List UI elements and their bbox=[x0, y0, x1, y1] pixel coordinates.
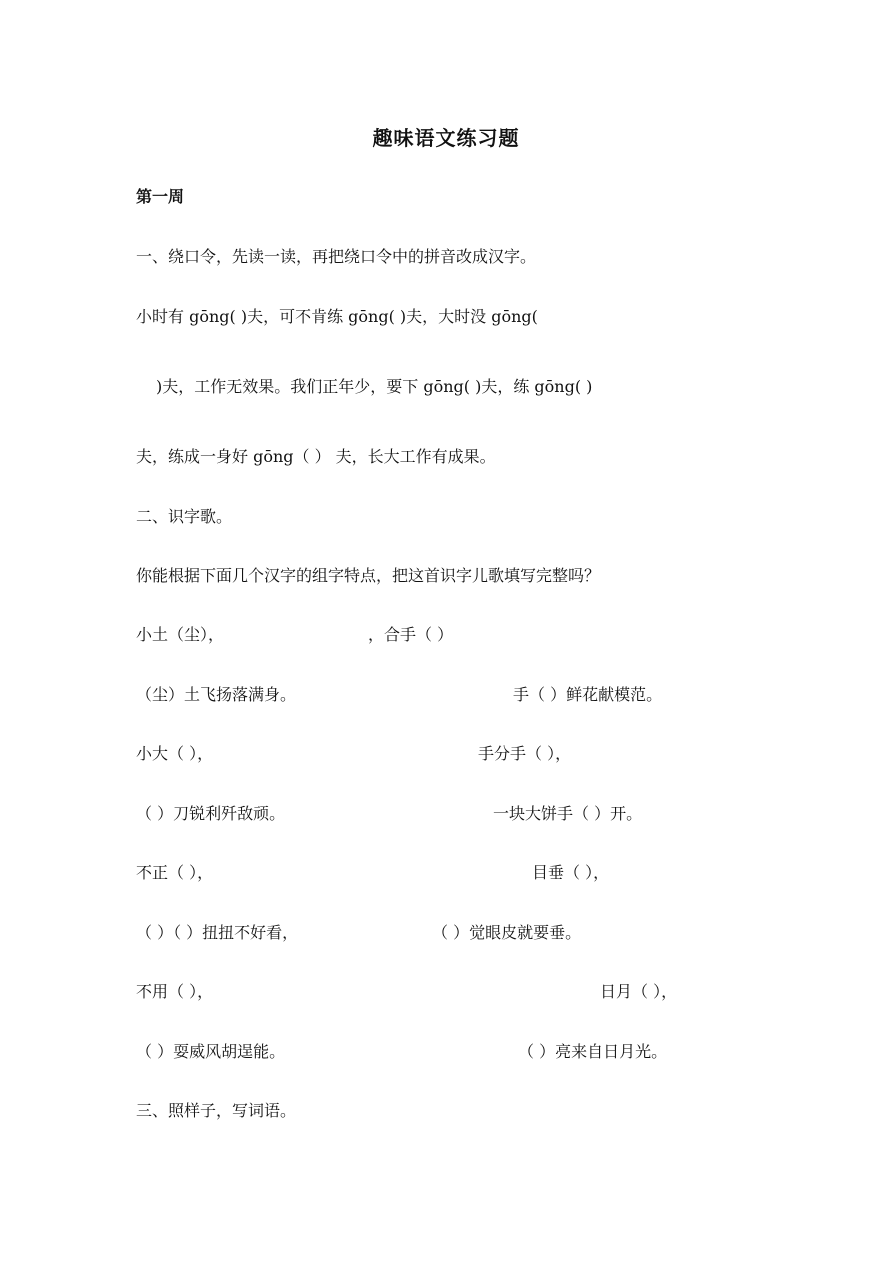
verse-left: （ ）（ ）扭扭不好看， bbox=[136, 923, 299, 942]
section1-heading: 一、绕口令，先读一读，再把绕口令中的拼音改成汉字。 bbox=[136, 247, 537, 266]
section2-intro: 你能根据下面几个汉字的组字特点，把这首识字儿歌填写完整吗？ bbox=[136, 566, 601, 585]
verse-left: 小大（ ）， bbox=[136, 744, 214, 763]
tongue-twister-line-1: 小时有 gōng( )夫，可不肯练 gōng( )夫，大时没 gōng( bbox=[136, 307, 538, 326]
verse-left: （ ）耍威风胡逞能。 bbox=[136, 1042, 286, 1061]
verse-right: 目垂（ ）， bbox=[532, 863, 610, 882]
verse-left: （ ）刀锐利歼敌顽。 bbox=[136, 804, 286, 823]
verse-left: 不用（ ）， bbox=[136, 982, 214, 1001]
verse-left: 不正（ ）， bbox=[136, 863, 214, 882]
verse-right: （ ）觉眼皮就要垂。 bbox=[432, 923, 582, 942]
section3-heading: 三、照样子，写词语。 bbox=[136, 1101, 297, 1120]
verse-right: 一块大饼手（ ）开。 bbox=[493, 804, 643, 823]
verse-right: 手分手（ ）， bbox=[478, 744, 572, 763]
week-heading: 第一周 bbox=[136, 187, 185, 206]
verse-right: （ ）亮来自日月光。 bbox=[518, 1042, 668, 1061]
tongue-twister-line-2: )夫，工作无效果。我们正年少，要下 gōng( )夫，练 gōng( ) bbox=[156, 377, 593, 396]
section2-heading: 二、识字歌。 bbox=[136, 507, 233, 526]
verse-right: 手（ ）鲜花献模范。 bbox=[513, 685, 663, 704]
page-title: 趣味语文练习题 bbox=[372, 126, 520, 150]
tongue-twister-line-3: 夫，练成一身好 gōng（ ） 夫，长大工作有成果。 bbox=[136, 447, 496, 466]
verse-right: 日月（ ）， bbox=[600, 982, 678, 1001]
verse-right: ，合手（ ） bbox=[368, 625, 454, 644]
verse-left: （尘）土飞扬落满身。 bbox=[136, 685, 297, 704]
verse-left: 小土（尘）， bbox=[136, 625, 225, 644]
